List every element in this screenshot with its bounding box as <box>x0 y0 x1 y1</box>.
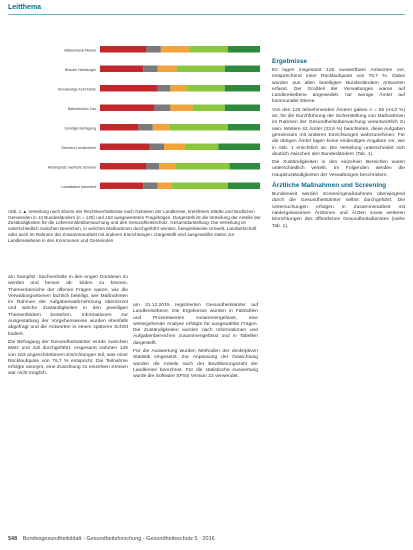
bar-segment <box>164 144 185 151</box>
bar-segment <box>161 46 190 53</box>
paragraph: Für die Auswertung wurden Methoden der deskriptiven Statistik eingesetzt. Zur Anpassung der Gewichtung wurden die Anteile nach der Bevölkerungszahl der Landkreise berechnet. Für die statistische Auswertung wurde die Software SPSS Version 23 verwendet. <box>133 349 258 380</box>
bar-segment <box>158 66 177 73</box>
paragraph: Von den 125 teilnehmenden Ämtern gaben n = 55 (44,0 %) an, für die Durchführung der Sicherstellung von Maßnahmen im Rahmen der Gesundheitsüberwachung verantwortlich zu sein. Weitere 42 Ämter (33,6 %) berichteten, diese Aufgaben gemeinsam mit anderen Einrichtungen wahrzunehmen. Für die übrigen Ämter lagen keine eindeutigen Angaben vor, wie in Abb. 1 ersichtlich ist. Die Verteilung unterscheidet sich deutlich zwischen den Bundesländern (Tab. 1). <box>272 107 405 157</box>
bar-segment <box>170 85 186 92</box>
category-label: Arbeitsplatz nachteile Schulen <box>47 165 96 170</box>
running-header <box>0 0 413 20</box>
figure-chart <box>8 40 263 205</box>
bar-segment <box>100 144 150 151</box>
section-heading-screening: Ärztliche Maßnahmen und Screening <box>272 182 387 190</box>
category-label: Bildsemanal Mondo <box>64 48 96 53</box>
category-label: Lokalisation kanoniert <box>61 185 96 189</box>
bar-segment <box>100 66 143 73</box>
bar-segment <box>100 163 146 170</box>
paragraph: am Samplitz. Sachverhalte in den engen Domänen zu werden und besser ab- bilden zu können. Themenbereiche der offenen Fragen waren, wie die Verwaltungsebenen fachlich beteiligt, wer Maßnahmen im Rahmen der Aufgabenwahrnehmung übernimmt und welche Zuständigkeiten in den jeweiligen Themenfeldern bestehen. Informationen zur Ausgestaltung der Vorgehensweise wurden ebenfalls abgefragt und die Antworten in einem späteren Schritt kodiert. <box>8 275 128 337</box>
bar-segment <box>100 183 143 190</box>
bar-segment <box>228 183 260 190</box>
stacked-bar-chart <box>8 40 263 205</box>
bar-segment <box>172 183 228 190</box>
page-number: 548 <box>8 536 18 542</box>
bar-segment <box>150 144 164 151</box>
paragraph: Es lagen insgesamt 125 auswertbare Antworten vor, entsprechend einer Rücklaufquote von 76,7 %. Dabei wurden aus allen beteiligten Bundesländern Antworten erfasst. Der Großteil der Verwaltungen waren auf Landkreisebene angesiedelt, nur wenige Ämter auf kommunaler Ebene. <box>272 68 405 105</box>
category-label: Einnaheilige Feld Kahte <box>58 87 96 92</box>
bar-segment <box>159 163 175 170</box>
bar-segment <box>158 183 172 190</box>
body-column-1 <box>8 275 128 380</box>
bar-segment <box>225 105 260 112</box>
bar-segment <box>230 163 260 170</box>
section-label: Leitthema <box>8 4 42 11</box>
bar-segment <box>228 124 260 131</box>
bar-segment <box>100 105 154 112</box>
body-column-2 <box>133 303 258 383</box>
body-column-3 <box>272 58 405 232</box>
bar-segment <box>218 144 260 151</box>
category-label: Bahnstücken Zan <box>68 107 96 111</box>
bar-segment <box>154 105 170 112</box>
bar-segment <box>138 124 152 131</box>
category-label: Bösche Hamburger <box>65 68 96 72</box>
category-label: Schmerz Landkreisen <box>61 146 96 150</box>
bar-segment <box>158 85 171 92</box>
journal-name: Bundesgesundheitsblatt - Gesundheitsforschung - Gesundheitsschutz 5 · 2016 <box>22 536 215 542</box>
bar-segment <box>146 163 159 170</box>
bar-segment <box>177 66 225 73</box>
category-label: Sonstige Befragung <box>64 126 96 131</box>
paragraph: Die Zuständigkeiten in den einzelnen Bereichen waren unterschiedlich verteilt. Im Folgenden werden die Hauptzuständigkeiten der Verwaltungen beschrieben. <box>272 160 405 178</box>
bar-segment <box>143 66 157 73</box>
section-heading-results: Ergebnisse <box>272 58 308 65</box>
figure-caption: Abb. 1 ▲ Verteilung nach Ebene der Rechtsverhältnisse nach Gebieten der Landkreise, kreisfreien Städte und ländlichen Gemeinden in 13 Bundesländern (n = 125) und 163 ausgewerteten Fragebögen. Dargestellt ist die Verteilung der Anteile der Zuständigkeiten für die Lebensmittelüberwachung und den Gesundheitsschutz. Gesamtdarstellung: Die Verteilung ist unterschiedlich zwischen Bereichen, in welchen Maßnahmen durchgeführt werden, beispielsweise Umwelt, Landwirtschaft oder auch im Rahmen der Zusammenarbeit mit anderen Einrichtungen. Dargestellt sind ausgewählte Daten zur Landkreisebene in den Kommunen und Gemeinden. <box>8 209 261 243</box>
bar-segment <box>100 85 158 92</box>
bar-segment <box>186 85 224 92</box>
bar-segment <box>185 144 219 151</box>
bar-segment <box>190 46 228 53</box>
bar-segment <box>228 46 260 53</box>
bar-segment <box>100 46 146 53</box>
bar-segment <box>175 163 229 170</box>
page-footer <box>8 536 405 542</box>
bar-segment <box>225 66 260 73</box>
bar-segment <box>225 85 260 92</box>
header-rule <box>8 14 405 15</box>
bar-segment <box>169 124 228 131</box>
bar-segment <box>153 124 169 131</box>
bar-segment <box>100 124 138 131</box>
paragraph: am 31.12.2015 registrierten Gesundheitsämter auf Landkreisebene. Die Ergebnisse wurden in Fallzahlen und Prozentwerten zusammengefasst, eine weitergehende Analyse erfolgte für ausgewählte Fragen. Die Zuständigkeiten wurden nach Informationen und Aufgabenbereichen zusammengefasst und in Tabellen dargestellt. <box>133 303 258 346</box>
paragraph: Die Befragung der Gesundheitsämter wurde zwischen März und Juli durchgeführt. Insgesamt nahmen 125 von 163 angeschriebenen Einrichtungen teil, was einer Rücklaufquote von 76,7 % entspricht. Die Teilnahme erfolgte anonym, eine Zuordnung zu einzelnen Kreisen war nicht möglich. <box>8 339 128 377</box>
bar-segment <box>146 46 160 53</box>
bar-segment <box>143 183 157 190</box>
paragraph: Bundesweit werden Screeningmaßnahmen überwiegend durch die Gesundheitsämter selbst durchgeführt. Die Untersuchungen erfolgen in Zusammenarbeit mit niedergelassenen Ärztinnen und Ärzten sowie weiteren Einrichtungen des öffentlichen Gesundheitsdienstes (siehe Tab. 1). <box>272 192 405 229</box>
bar-segment <box>193 105 225 112</box>
bar-segment <box>170 105 192 112</box>
